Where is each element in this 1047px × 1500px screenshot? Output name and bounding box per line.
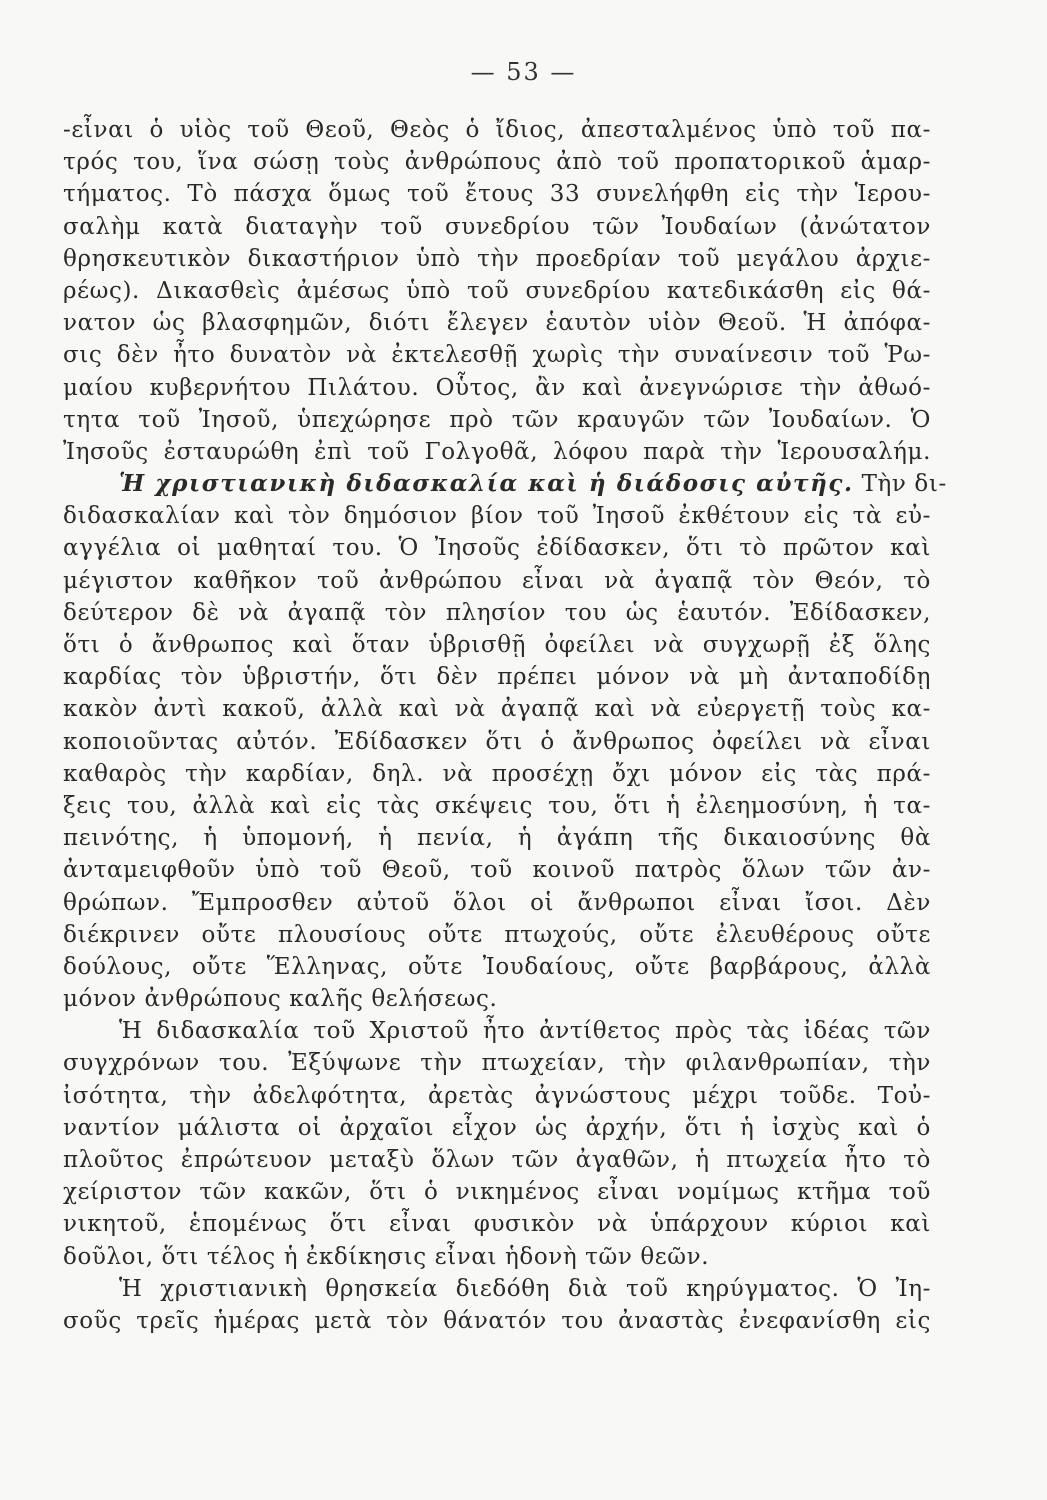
text-line: χείριστον τῶν κακῶν, ὅτι ὁ νικημένος εἶναι νομίμως κτῆμα τοῦ [63, 1179, 931, 1206]
text-line: καρδίας τὸν ὑβριστήν, ὅτι δὲν πρέπει μόνον νὰ μὴ ἀνταποδίδῃ [63, 664, 931, 691]
section-heading-line [63, 468, 947, 500]
text-line: ἀνταμειφθοῦν ὑπὸ τοῦ Θεοῦ, τοῦ κοινοῦ πατρὸς ὅλων τῶν ἀν- [63, 857, 931, 884]
text-line: θρησκευτικὸν δικαστήριον ὑπὸ τὴν προεδρίαν τοῦ μεγάλου ἀρχιε- [63, 245, 931, 272]
text-line: σαλὴμ κατὰ διαταγὴν τοῦ συνεδρίου τῶν Ἰουδαίων (ἀνώτατον [63, 213, 931, 240]
text-line: διέκρινεν οὔτε πλουσίους οὔτε πτωχούς, οὔτε ἐλευθέρους οὔτε [63, 921, 931, 948]
text-line: μόνον ἀνθρώπους καλῆς θελήσεως. [63, 986, 498, 1013]
body-text [63, 114, 947, 1337]
text-line: ξεις του, ἀλλὰ καὶ εἰς τὰς σκέψεις του, ὅτι ἡ ἐλεημοσύνη, ἡ τα- [63, 792, 931, 819]
text-line: ρέως). Δικασθεὶς ἀμέσως ὑπὸ τοῦ συνεδρίου κατεδικάσθη εἰς θά- [63, 277, 931, 304]
page-number: — 53 — [470, 58, 577, 86]
text-line: κοποιοῦντας αὐτόν. Ἐδίδασκεν ὅτι ὁ ἄνθρωπος ὀφείλει νὰ εἶναι [63, 728, 931, 755]
text-line: τητα τοῦ Ἰησοῦ, ὑπεχώρησε πρὸ τῶν κραυγῶν τῶν Ἰουδαίων. Ὁ [63, 406, 931, 433]
text-line: Ἡ χριστιανικὴ θρησκεία διεδόθη διὰ τοῦ κηρύγματος. Ὁ Ἰη- [119, 1275, 931, 1302]
text-line: καθαρὸς τὴν καρδίαν, δηλ. νὰ προσέχῃ ὄχι μόνον εἰς τὰς πρά- [63, 760, 931, 787]
text-line: διδασκαλίαν καὶ τὸν δημόσιον βίον τοῦ Ἰησοῦ ἐκθέτουν εἰς τὰ εὐ- [63, 503, 931, 530]
text-line: αγγέλια οἱ μαθηταί του. Ὁ Ἰησοῦς ἐδίδασκεν, ὅτι τὸ πρῶτον καὶ [63, 535, 931, 562]
text-line: τήματος. Τὸ πάσχα ὅμως τοῦ ἔτους 33 συνελήφθη εἰς τὴν Ἱερου- [63, 181, 931, 208]
text-line: Ἰησοῦς ἐσταυρώθη ἐπὶ τοῦ Γολγοθᾶ, λόφου παρὰ τὴν Ἱερουσαλήμ. [63, 438, 931, 465]
text-line: Ἡ διδασκαλία τοῦ Χριστοῦ ἦτο ἀντίθετος πρὸς τὰς ἰδέας τῶν [119, 1018, 931, 1045]
text-line: νατον ὡς βλασφημῶν, διότι ἔλεγεν ἑαυτὸν υἱὸν Θεοῦ. Ἡ ἀπόφα- [63, 310, 931, 337]
section-heading: Ἡ χριστιανικὴ διδασκαλία καὶ ἡ διάδοσις αὐτῆς. [119, 470, 854, 498]
text-line: κακὸν ἀντὶ κακοῦ, ἀλλὰ καὶ νὰ ἀγαπᾷ καὶ νὰ εὐεργετῇ τοὺς κα- [63, 696, 931, 723]
text-line: δεύτερον δὲ νὰ ἀγαπᾷ τὸν πλησίον του ὡς ἑαυτόν. Ἐδίδασκεν, [63, 599, 931, 626]
text-line: τρός του, ἵνα σώσῃ τοὺς ἀνθρώπους ἀπὸ τοῦ προπατορικοῦ ἁμαρ- [63, 149, 931, 176]
text-line: νικητοῦ, ἑπομένως ὅτι εἶναι φυσικὸν νὰ ὑπάρχουν κύριοι καὶ [63, 1211, 931, 1238]
text-line: ὅτι ὁ ἄνθρωπος καὶ ὅταν ὑβρισθῇ ὀφείλει νὰ συγχωρῇ ἐξ ὅλης [63, 632, 931, 658]
text-line: πεινότης, ἡ ὑπομονή, ἡ πενία, ἡ ἀγάπη τῆς δικαιοσύνης θὰ [63, 825, 931, 852]
text-line: μαίου κυβερνήτου Πιλάτου. Οὗτος, ἂν καὶ ἀνεγνώρισε τὴν ἀθωό- [63, 374, 931, 401]
text-line: δούλους, οὔτε Ἕλληνας, οὔτε Ἰουδαίους, οὔτε βαρβάρους, ἀλλὰ [63, 953, 931, 980]
text-line: σοῦς τρεῖς ἡμέρας μετὰ τὸν θάνατόν του ἀναστὰς ἐνεφανίσθη εἰς [63, 1307, 931, 1334]
text-line: ναντίον μάλιστα οἱ ἀρχαῖοι εἶχον ὡς ἀρχήν, ὅτι ἡ ἰσχὺς καὶ ὁ [63, 1114, 931, 1141]
text-line: μέγιστον καθῆκον τοῦ ἀνθρώπου εἶναι νὰ ἀγαπᾷ τὸν Θεόν, τὸ [63, 567, 931, 594]
text-line: θρώπων. Ἔμπροσθεν αὐτοῦ ὅλοι οἱ ἄνθρωποι εἶναι ἴσοι. Δὲν [63, 889, 931, 916]
section-heading-tail: Τὴν δι- [861, 471, 947, 498]
text-line: -εἶναι ὁ υἱὸς τοῦ Θεοῦ, Θεὸς ὁ ἴδιος, ἀπεσταλμένος ὑπὸ τοῦ πα- [63, 117, 931, 143]
text-line: δοῦλοι, ὅτι τέλος ἡ ἐκδίκησις εἶναι ἡδονὴ τῶν θεῶν. [63, 1243, 710, 1270]
text-line: συγχρόνων του. Ἐξύψωνε τὴν πτωχείαν, τὴν φιλανθρωπίαν, τὴν [63, 1050, 931, 1077]
text-line: σις δὲν ἦτο δυνατὸν νὰ ἐκτελεσθῇ χωρὶς τὴν συναίνεσιν τοῦ Ῥω- [63, 342, 931, 369]
text-line: ἰσότητα, τὴν ἀδελφότητα, ἀρετὰς ἀγνώστους μέχρι τοῦδε. Τοὐ- [63, 1082, 931, 1109]
text-line: πλοῦτος ἐπρώτευον μεταξὺ ὅλων τῶν ἀγαθῶν, ἡ πτωχεία ἦτο τὸ [63, 1147, 931, 1173]
